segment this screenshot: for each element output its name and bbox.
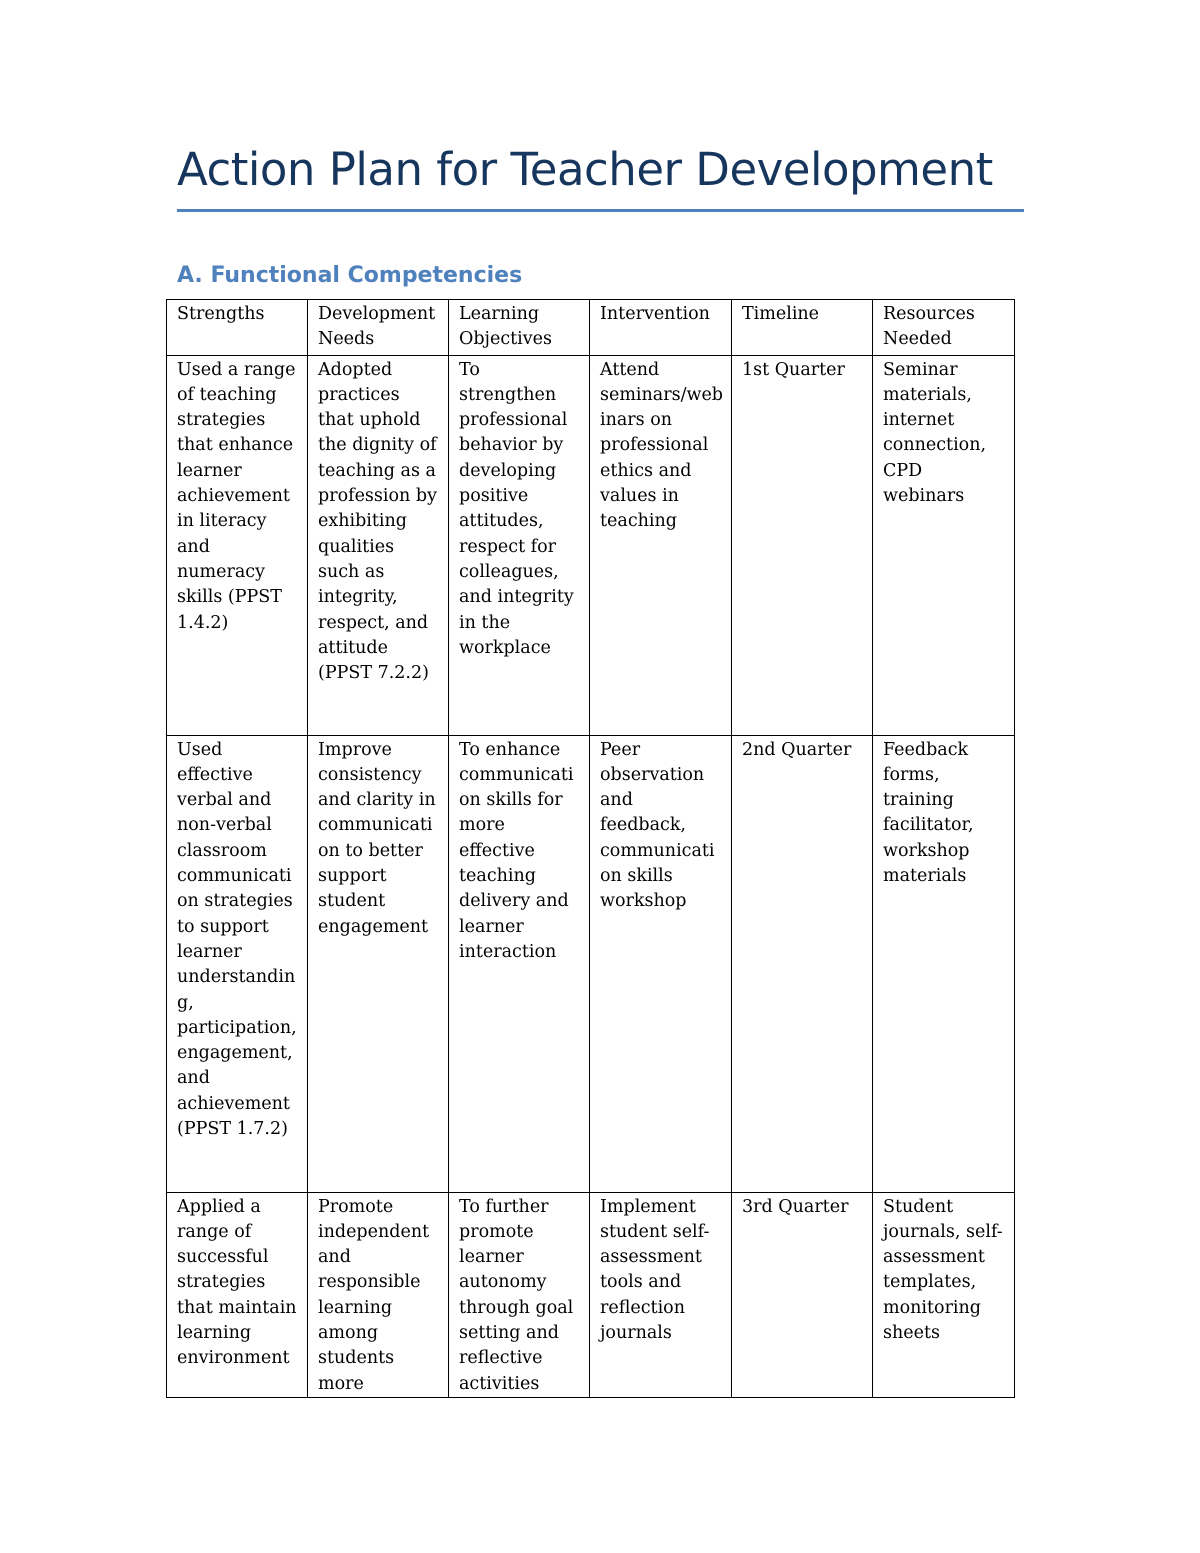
cell-strengths: Used effective verbal and non-verbal classroom communication strategies to support learner understanding, participation, engagement, and achievement (PPST 1.7.2)	[167, 735, 308, 1192]
title-underline	[177, 209, 1024, 212]
header-resources-needed: Resources Needed	[873, 300, 1015, 356]
cell-intervention: Peer observation and feedback, communication skills workshop	[590, 735, 732, 1192]
cell-resources-needed: Feedback forms, training facilitator, workshop materials	[873, 735, 1015, 1192]
table-header-row	[167, 300, 1015, 356]
cell-strengths: Used a range of teaching strategies that enhance learner achievement in literacy and numeracy skills (PPST 1.4.2)	[167, 355, 308, 735]
cell-timeline: 3rd Quarter	[732, 1192, 873, 1397]
table-row	[167, 735, 1015, 1192]
cell-resources-needed: Student journals, self-assessment templates, monitoring sheets	[873, 1192, 1015, 1397]
header-development-needs: Development Needs	[308, 300, 449, 356]
cell-strengths: Applied a range of successful strategies that maintain learning environment	[167, 1192, 308, 1397]
cell-learning-objectives: To strengthen professional behavior by developing positive attitudes, respect for colleagues, and integrity in the workplace	[449, 355, 590, 735]
cell-development-needs: Promote independent and responsible learning among students more	[308, 1192, 449, 1397]
cell-timeline: 2nd Quarter	[732, 735, 873, 1192]
cell-intervention: Implement student self-assessment tools and reflection journals	[590, 1192, 732, 1397]
header-intervention: Intervention	[590, 300, 732, 356]
page-title: Action Plan for Teacher Development	[177, 143, 993, 196]
header-learning-objectives: Learning Objectives	[449, 300, 590, 356]
action-plan-table	[166, 299, 1015, 1398]
table-row	[167, 1192, 1015, 1397]
cell-development-needs: Adopted practices that uphold the dignity of teaching as a profession by exhibiting qualities such as integrity, respect, and attitude (PPST 7.2.2)	[308, 355, 449, 735]
cell-intervention: Attend seminars/webinars on professional ethics and values in teaching	[590, 355, 732, 735]
table-row	[167, 355, 1015, 735]
cell-learning-objectives: To enhance communication skills for more effective teaching delivery and learner interaction	[449, 735, 590, 1192]
cell-learning-objectives: To further promote learner autonomy through goal setting and reflective activities	[449, 1192, 590, 1397]
cell-resources-needed: Seminar materials, internet connection, CPD webinars	[873, 355, 1015, 735]
cell-timeline: 1st Quarter	[732, 355, 873, 735]
section-heading: A. Functional Competencies	[177, 263, 523, 288]
cell-development-needs: Improve consistency and clarity in communication to better support student engagement	[308, 735, 449, 1192]
header-strengths: Strengths	[167, 300, 308, 356]
header-timeline: Timeline	[732, 300, 873, 356]
